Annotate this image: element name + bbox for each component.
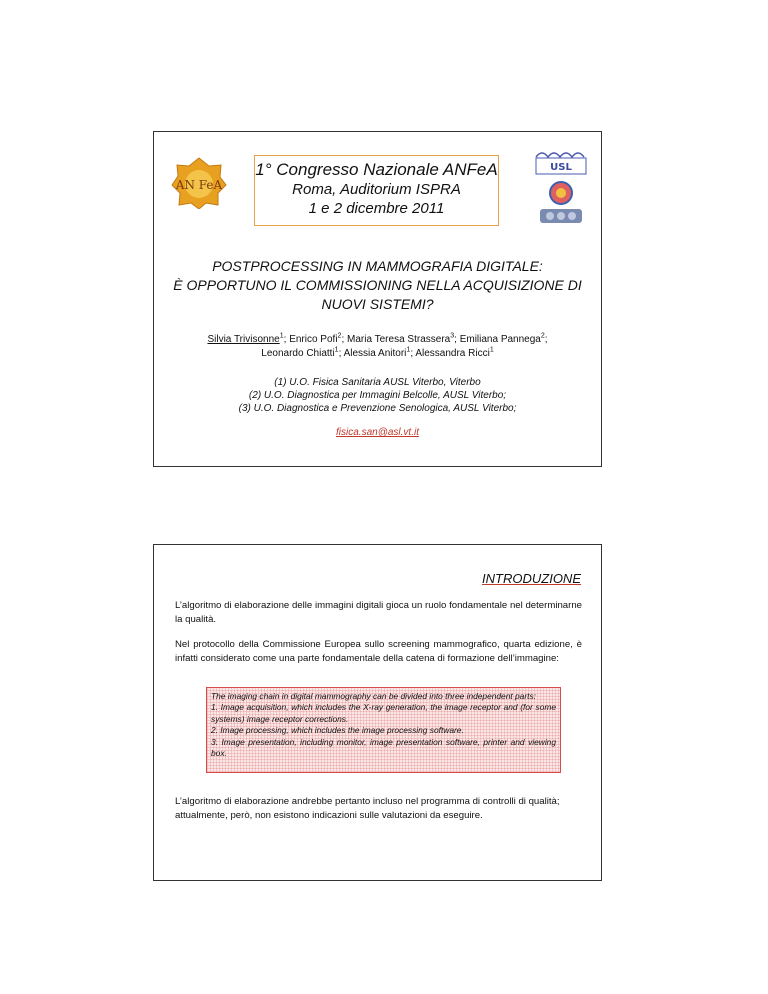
anfea-logo-text: AN FeA — [175, 178, 223, 192]
author-name: Maria Teresa Strassera — [347, 334, 451, 345]
author-list — [154, 333, 601, 361]
ausl-logo-group — [530, 147, 592, 229]
author-name: Emiliana Pannega — [459, 334, 541, 345]
quote-line: The imaging chain in digital mammography can be divided into three independent parts: — [211, 691, 536, 701]
ausl-logo-text: USL — [550, 162, 572, 173]
paper-title-line: NUOVI SISTEMI? — [321, 296, 434, 312]
slide-title — [153, 131, 602, 467]
paper-title-line: POSTPROCESSING IN MAMMOGRAFIA DIGITALE: — [212, 258, 543, 274]
quote-line: 1. Image acquisition, which includes the X-ray generation, the image receptor and (for some systems) image receptor corrections. — [211, 702, 556, 724]
section-title: INTRODUZIONE — [482, 571, 581, 586]
author-name: Silvia Trivisonne — [207, 334, 280, 345]
quote-line: 2. Image processing, which includes the image processing software. — [211, 725, 464, 736]
slide-introduction — [153, 544, 602, 881]
conference-place: Roma, Auditorium ISPRA — [292, 181, 461, 198]
intro-paragraph-1: L’algoritmo di elaborazione delle immagini digitali gioca un ruolo fondamentale nel determinarne la qualità. — [175, 600, 582, 625]
contact-email-link[interactable]: fisica.san@asl.vt.it — [336, 427, 419, 438]
paper-title — [154, 257, 601, 314]
affiliation-line: (2) U.O. Diagnostica per Immagini Belcolle, AUSL Viterbo; — [248, 390, 507, 401]
author-line-2: Leonardo Chiatti$^1$; Alessia Anitori$^1$; Alessandra Ricci$^1$ — [261, 346, 494, 359]
author-line-1: Silvia Trivisonne$^1$; Enrico Pofi$^2$; Maria Teresa Strassera$^3$; Emiliana Pannega$^2$; — [207, 332, 548, 345]
conference-title: 1° Congresso Nazionale ANFeA — [255, 160, 498, 179]
author-name: Alessia Anitori — [343, 348, 407, 359]
affiliation-line: (3) U.O. Diagnostica e Prevenzione Senologica, AUSL Viterbo; — [238, 403, 517, 414]
conference-title-box — [254, 155, 499, 226]
author-name: Enrico Pofi — [289, 334, 338, 345]
paper-title-line: È OPPORTUNO IL COMMISSIONING NELLA ACQUISIZIONE DI — [173, 277, 582, 293]
quote-line: 3. Image presentation, including monitor, image presentation software, printer and viewing box. — [211, 736, 556, 759]
affiliation-line: (1) U.O. Fisica Sanitaria AUSL Viterbo, Viterbo — [274, 377, 481, 388]
conference-date: 1 e 2 dicembre 2011 — [308, 200, 445, 217]
affiliations — [154, 376, 601, 415]
author-name: Alessandra Ricci — [415, 348, 490, 359]
intro-paragraph-2: Nel protocollo della Commissione Europea sullo screening mammografico, quarta edizione, è infatti considerato come una parte fondamentale della catena di formazione dell’immagine: — [175, 639, 582, 664]
author-name: Leonardo Chiatti — [261, 348, 335, 359]
anfea-logo — [171, 157, 227, 209]
intro-paragraph-3: L’algoritmo di elaborazione andrebbe pertanto incluso nel programma di controlli di qualità; attualmente, però, non esistono indicazioni sulle valutazioni da eseguire. — [175, 796, 560, 821]
quote-box — [206, 687, 561, 773]
